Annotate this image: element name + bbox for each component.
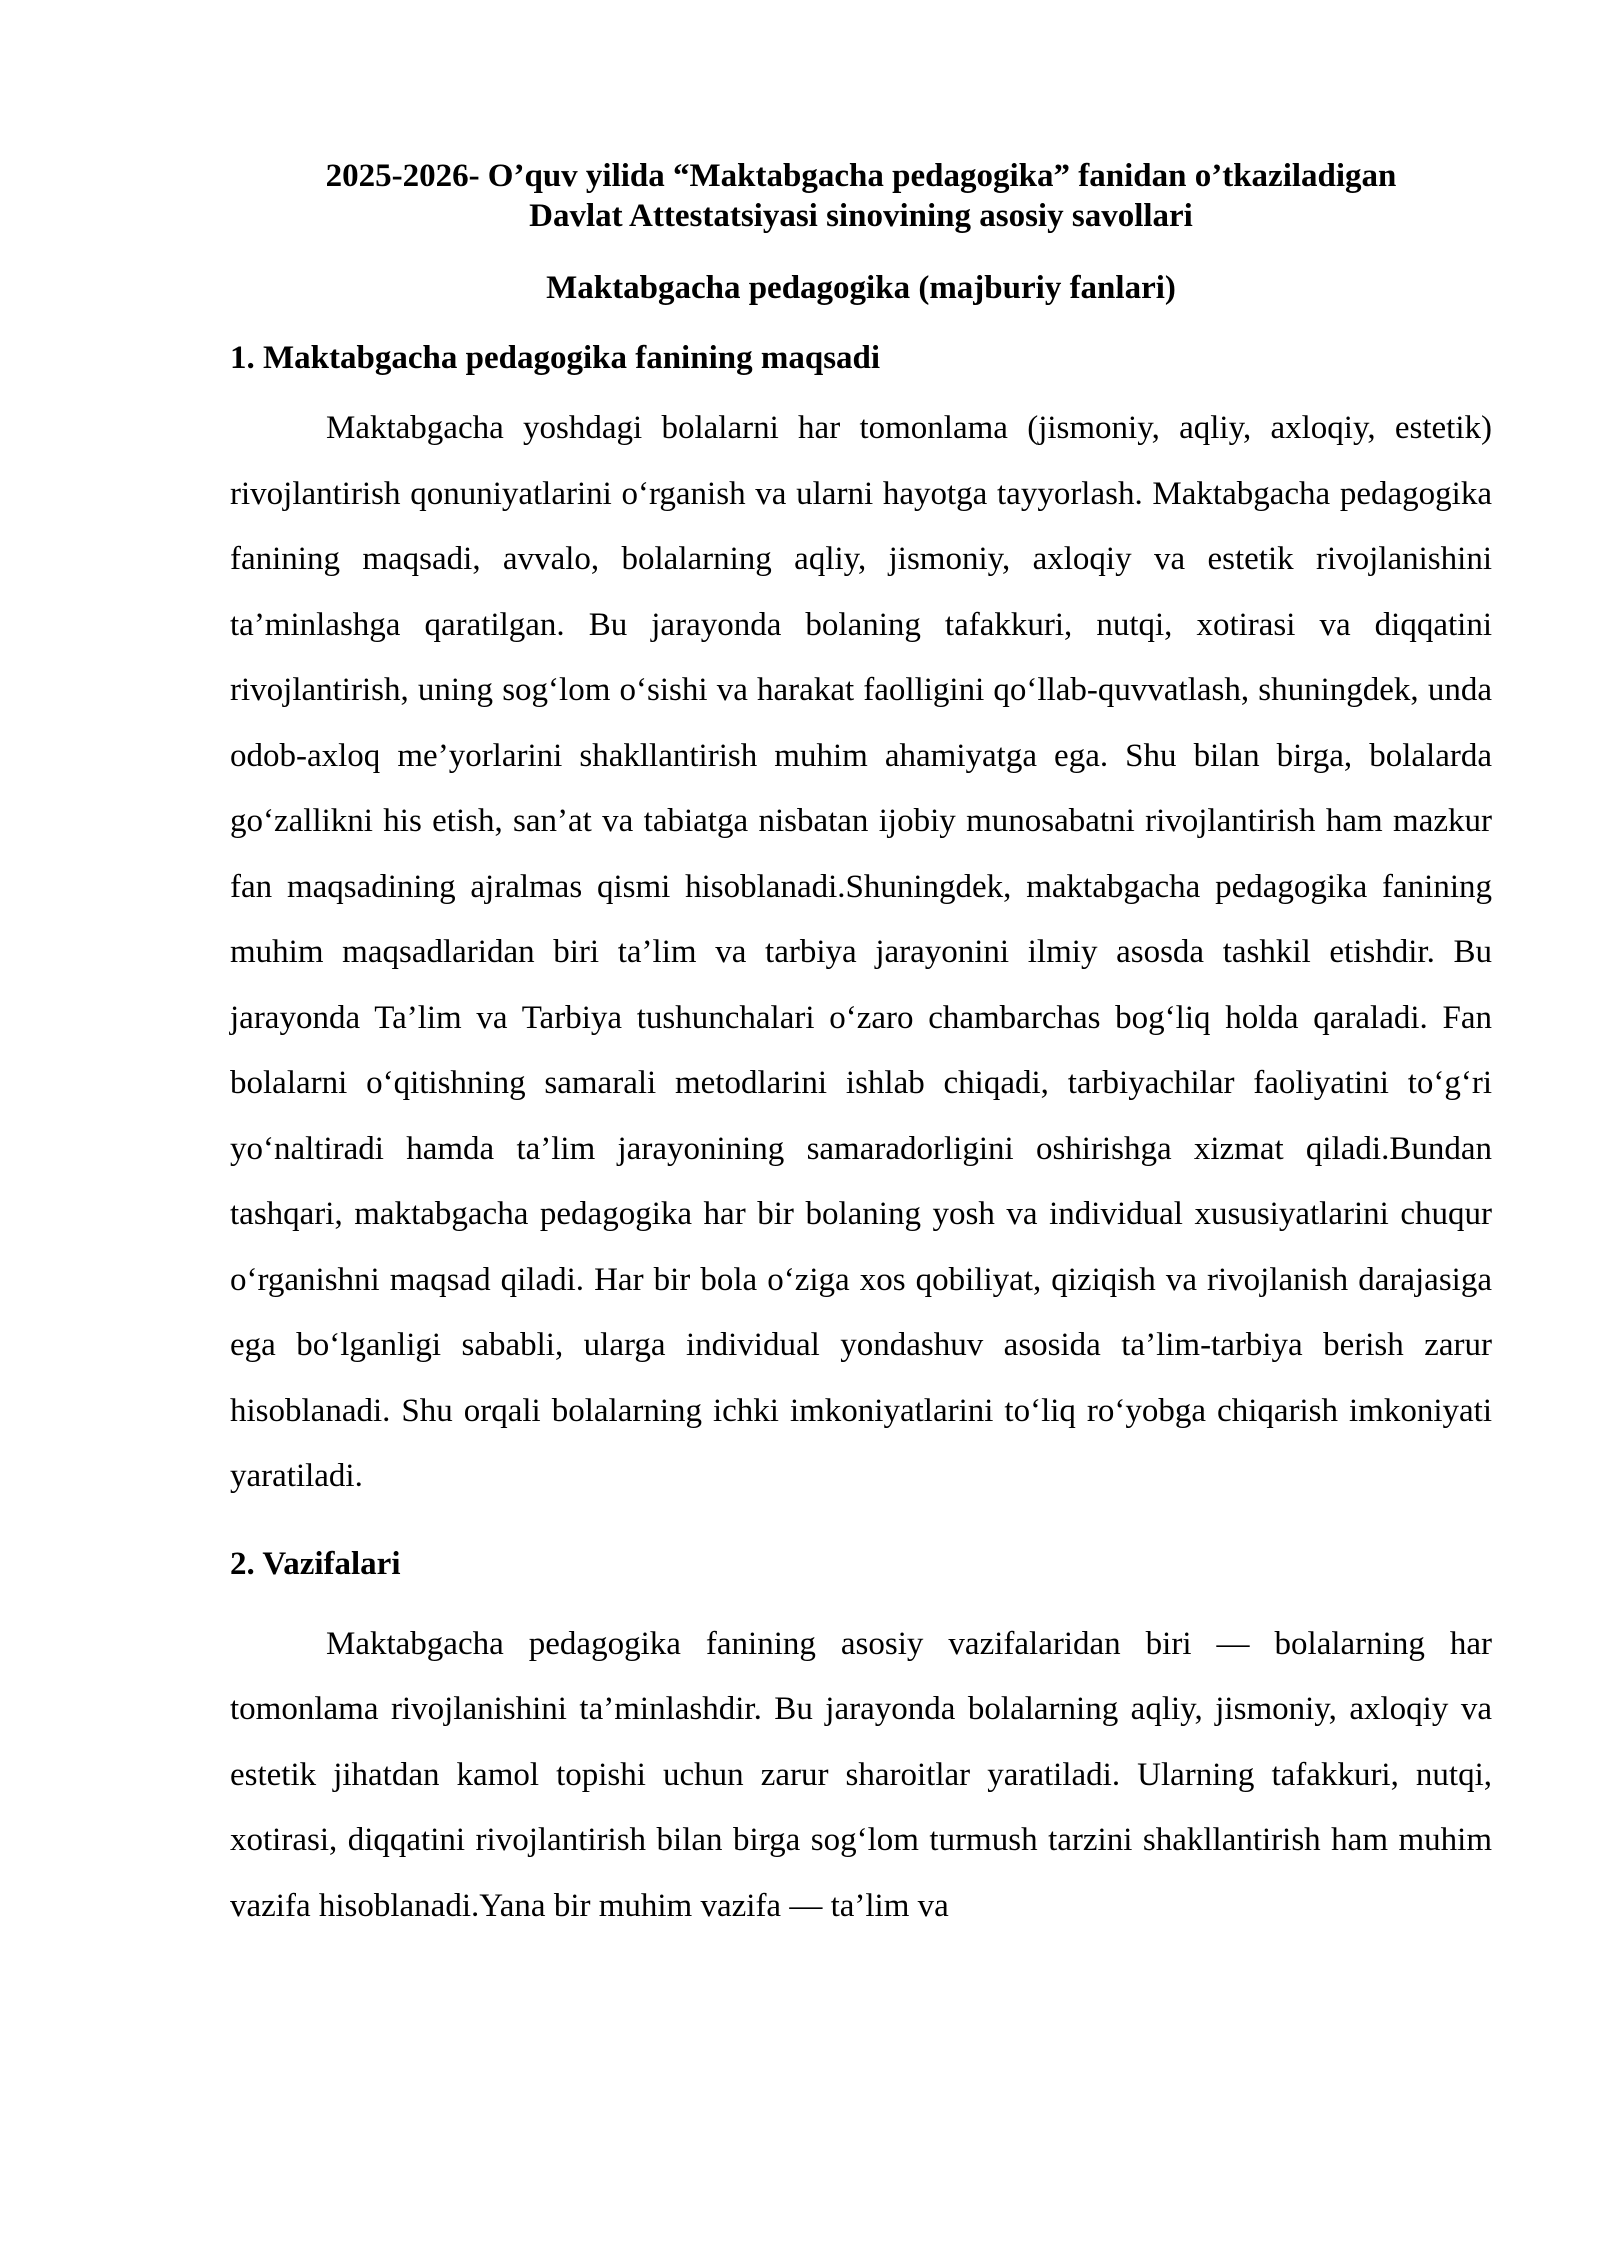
document-page xyxy=(230,140,1492,1939)
document-title-line-2: Davlat Attestatsiyasi sinovining asosiy savollari xyxy=(529,198,1193,234)
section-heading-2: 2. Vazifalari xyxy=(230,1545,401,1582)
document-title-line-1: 2025-2026- O’quv yilida “Maktabgacha pedagogika” fanidan o’tkaziladigan xyxy=(325,158,1397,194)
section-heading-1: 1. Maktabgacha pedagogika fanining maqsadi xyxy=(230,340,881,376)
document-subtitle: Maktabgacha pedagogika (majburiy fanlari) xyxy=(546,270,1176,306)
section-body-2: Maktabgacha pedagogika fanining asosiy vazifalaridan biri — bolalarning har tomonlama rivojlanishini ta’minlashdir. Bu jarayonda bolalarning aqliy, jismoniy, axloqiy va estetik jihatdan kamol topishi uchun zarur sharoitlar yaratiladi. Ularning tafakkuri, nutqi, xotirasi, diqqatini rivojlantirish bilan birga sog‘lom turmush tarzini shakllantirish ham muhim vazifa hisoblanadi.Yana bir muhim vazifa — ta’lim va xyxy=(230,1625,1492,1924)
section-body-1: Maktabgacha yoshdagi bolalarni har tomonlama (jismoniy, aqliy, axloqiy, estetik) rivojlantirish qonuniyatlarini o‘rganish va ularni hayotga tayyorlash. Maktabgacha pedagogika fanining maqsadi, avvalo, bolalarning aqliy, jismoniy, axloqiy va estetik rivojlanishini ta’minlashga qaratilgan. Bu jarayonda bolaning tafakkuri, nutqi, xotirasi va diqqatini rivojlantirish, uning sog‘lom o‘sishi va harakat faolligini qo‘llab-quvvatlash, shuningdek, unda odob-axloq me’yorlarini shakllantirish muhim ahamiyatga ega. Shu bilan birga, bolalarda go‘zallikni his etish, san’at va tabiatga nisbatan ijobiy munosabatni rivojlantirish ham mazkur fan maqsadining ajralmas qismi hisoblanadi.Shuningdek, maktabgacha pedagogika fanining muhim maqsadlaridan biri ta’lim va tarbiya jarayonini ilmiy asosda tashkil etishdir. Bu jarayonda Ta’lim va Tarbiya tushunchalari o‘zaro chambarchas bog‘liq holda qaraladi. Fan bolalarni o‘qitishning samarali metodlarini ishlab chiqadi, tarbiyachilar faoliyatini to‘g‘ri yo‘naltiradi hamda ta’lim jarayonining samaradorligini oshirishga xizmat qiladi.Bundan tashqari, maktabgacha pedagogika har bir bolaning yosh va individual xususiyatlarini chuqur o‘rganishni maqsad qiladi. Har bir bola o‘ziga xos qobiliyat, qiziqish va rivojlanish darajasiga ega bo‘lganligi sababli, ularga individual yondashuv asosida ta’lim-tarbiya berish zarur hisoblanadi. Shu orqali bolalarning ichki imkoniyatlarini to‘liq ro‘yobga chiqarish imkoniyati yaratiladi. xyxy=(230,410,1492,1494)
document-title xyxy=(230,156,1492,236)
